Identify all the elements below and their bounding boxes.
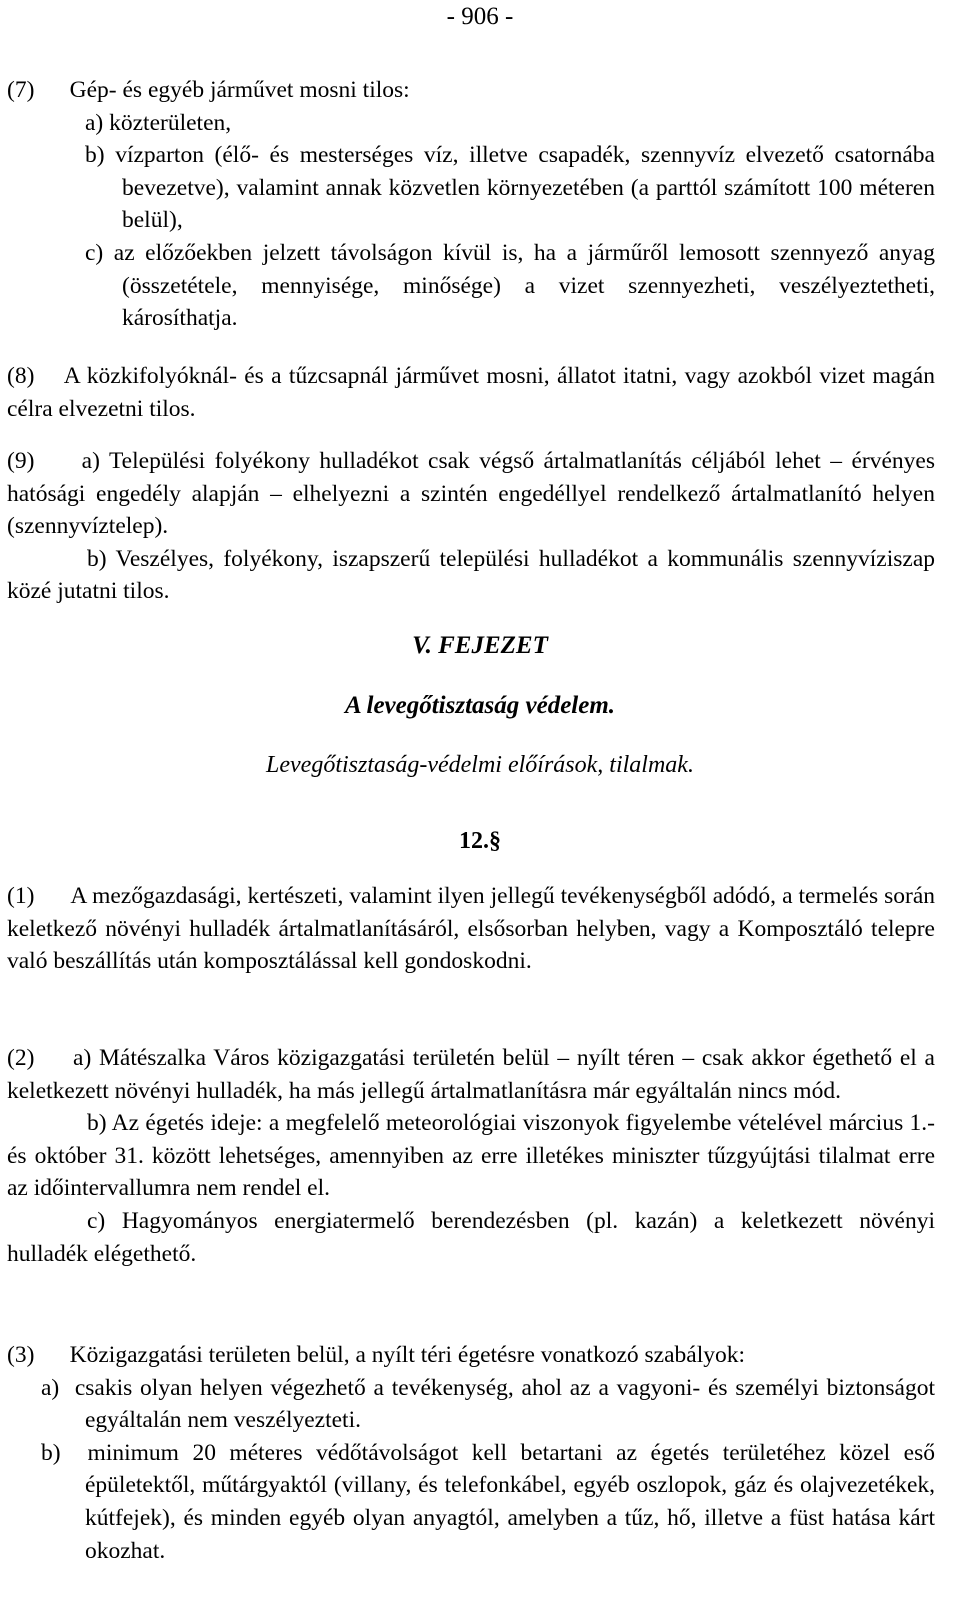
section-12-paragraph-1 <box>7 880 935 978</box>
paragraph-7-intro: (7) Gép- és egyéb járművet mosni tilos: <box>7 77 410 103</box>
paragraph-9-item-a: (9) a) Települési folyékony hulladékot csak végső ártalmatlanítás céljából lehet – érvényes hatósági engedély alapján – elhelyezni a szintén engedéllyel rendelkező ártalmatlanító helyen (szennyvíztelep). <box>7 448 935 540</box>
section-12-paragraph-3 <box>7 1339 935 1567</box>
paragraph-8 <box>7 360 935 425</box>
paragraph-7 <box>7 74 935 335</box>
section-12-paragraph-2-item-a: (2) a) Mátészalka Város közigazgatási területén belül – nyílt téren – csak akkor égethető el a keletkezett növényi hulladék, ha más jellegű ártalmatlanításra már egyáltalán nincs mód. <box>7 1045 935 1104</box>
section-12-paragraph-2-item-b: b) Az égetés ideje: a megfelelő meteorológiai viszonyok figyelembe vételével március 1.- és október 31. között lehetséges, amennyiben az erre illetékes miniszter tűzgyújtási tilalmat erre az időintervallumra nem rendel el. <box>7 1110 935 1202</box>
section-12-paragraph-3-intro: (3) Közigazgatási területen belül, a nyílt téri égetésre vonatkozó szabályok: <box>7 1342 746 1368</box>
section-number: 12.§ <box>459 828 501 854</box>
chapter-heading: V. FEJEZET <box>412 632 548 659</box>
paragraph-7-item-c: c) az előzőekben jelzett távolságon kívül is, ha a járműről lemosott szennyező anyag (összetétele, mennyisége, minősége) a vizet szennyezheti, veszélyeztetheti, károsíthatja. <box>85 239 935 332</box>
chapter-title: A levegőtisztaság védelem. <box>344 692 616 719</box>
section-12-paragraph-3-item-b: b) minimum 20 méteres védőtávolságot kell betartani az égetés területéhez közel eső épületektől, műtárgyaktól (villany, és telefonkábel, egyéb oszlopok, gáz és olajvezetékek, kútfejek), és minden egyéb olyan anyagtól, amelyben a tűz, hő, illetve a füst hatása kárt okozhat. <box>41 1439 935 1564</box>
section-12-paragraph-1-text: (1) A mezőgazdasági, kertészeti, valamint ilyen jellegű tevékenységből adódó, a termelés során keletkező növényi hulladék ártalmatlanításáról, elsősorban helyben, vagy a Komposztáló telepre való beszállítás után komposztálással kell gondoskodni. <box>7 883 935 975</box>
paragraph-8-text: (8) A közkifolyóknál- és a tűzcsapnál járművet mosni, állatot itatni, vagy azokból vizet magán célra elvezetni tilos. <box>7 363 935 422</box>
section-12-paragraph-3-item-a: a) csakis olyan helyen végezhető a tevékenység, ahol az a vagyoni- és személyi biztonságot egyáltalán nem veszélyezteti. <box>41 1374 935 1434</box>
section-12-paragraph-2-item-c: c) Hagyományos energiatermelő berendezésben (pl. kazán) a keletkezett növényi hulladék elégethető. <box>7 1207 935 1267</box>
section-12-paragraph-2 <box>7 1042 935 1270</box>
paragraph-9-item-b: b) Veszélyes, folyékony, iszapszerű települési hulladékot a kommunális szennyvíziszap közé jutatni tilos. <box>7 545 935 605</box>
paragraph-7-item-a: a) közterületen, <box>85 109 232 136</box>
chapter-subtitle: Levegőtisztaság-védelmi előírások, tilalmak. <box>266 752 694 778</box>
page-number: - 906 - <box>446 3 514 30</box>
paragraph-9 <box>7 445 935 608</box>
paragraph-7-item-b: b) vízparton (élő- és mesterséges víz, illetve csapadék, szennyvíz elvezető csatornába bevezetve), valamint annak közvetlen környezetében (a parttól számított 100 méteren belül), <box>85 142 935 234</box>
